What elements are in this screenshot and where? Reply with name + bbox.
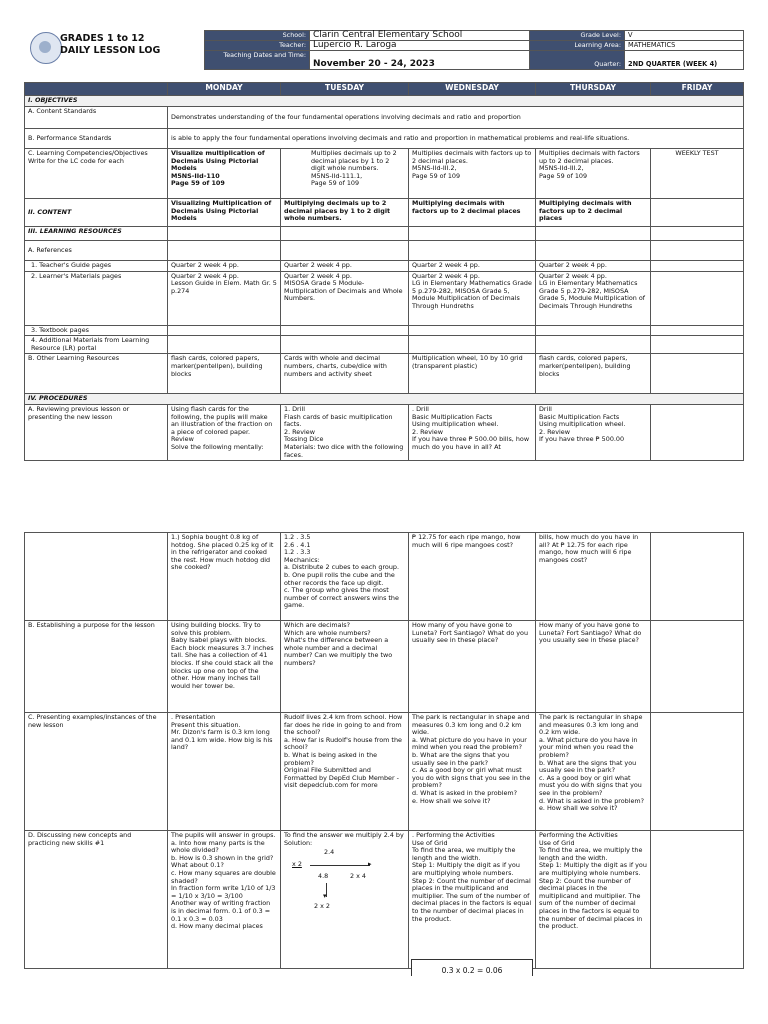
school-value: Clarin Central Elementary School <box>310 31 530 41</box>
lm-tuesday: Quarter 2 week 4 pp. MISOSA Grade 5 Module- Multiplication of Decimals and Whole Numbers. <box>281 271 409 325</box>
purpose-thursday: How many of you have gone to Luneta? Fort Santiago? What do you usually see in these place? <box>536 621 651 713</box>
dates-label: Teaching Dates and Time: <box>205 51 310 70</box>
other-thursday: flash cards, colored papers, marker(pentellpen), building blocks <box>536 354 651 394</box>
content-thursday: Multiplying decimals with factors up to 2 decimal places <box>536 199 651 227</box>
teacher-value: Lupercio R. Laroga <box>310 41 530 51</box>
day-friday: FRIDAY <box>651 83 744 96</box>
lesson-log-table-page1 <box>24 82 744 461</box>
competency-tuesday: Multiplies decimals up to 2 decimal places by 1 to 2 digit whole numbers. M5NS-IId-111.1, Page 59 of 109 <box>281 149 409 199</box>
textbook-label: 3. Textbook pages <box>25 325 168 336</box>
performance-standards-label: B. Performance Standards <box>25 129 168 149</box>
discuss-monday: The pupils will answer in groups. a. Into how many parts is the whole divided? b. How is 0.3 shown in the grid? What about 0.1? c. How many squares are double shaded? In fraction form write 1/10 of 1/3 = 1/10 x 3/10 = 3/100 Another way of writing fraction is in decimal form. 0.1 of 0.3 = 0.1 x 0.3 = 0.03 d. How many decimal places <box>168 831 281 969</box>
title-line1: GRADES 1 to 12 <box>60 33 145 44</box>
grade-value: V <box>625 31 744 41</box>
review-thursday: Drill Basic Multiplication Facts Using multiplication wheel. 2. Review If you have three ₱ 500.00 <box>536 404 651 460</box>
present-tuesday: Rudolf lives 2.4 km from school. How far does he ride in going to and from the school? a. How far is Rudolf's house from the school? b. What is being asked in the problem? Original File Submitted and Formatted by DepEd Club Member - visit depedclub.com for more <box>281 713 409 831</box>
discuss-wednesday-text: . Performing the Activities Use of Grid To find the area, we multiply the length and the width. Step 1: Multiply the digit as if you are multiplying whole numbers. Step 2: Count the number of decimal places in the multiplicand and multiplier. The sum of the number of decimal places in the factors is equal to the number of decimal places in the product. <box>412 831 532 923</box>
discuss-label: D. Discussing new concepts and practicing new skills #1 <box>25 831 168 969</box>
review-tuesday: 1. Drill Flash cards of basic multiplication facts. 2. Review Tossing Dice Materials: two dice with the following faces. <box>281 404 409 460</box>
section-content: II. CONTENT <box>25 199 168 227</box>
other-resources-label: B. Other Learning Resources <box>25 354 168 394</box>
lesson-log-table-page2 <box>24 532 744 975</box>
purpose-monday: Using building blocks. Try to solve this problem. Baby Isabel plays with blocks. Each block measures 3.7 inches tall. She has a collection of 41 blocks. If she could stack all the blocks up one on top of the other. How many inches tall would her tower be. <box>168 621 281 713</box>
lm-thursday: Quarter 2 week 4 pp. LG in Elementary Mathematics Grade 5 p.279-282, MISOSA Grade 5, Module Multiplication of Decimals Through Hundreths <box>536 271 651 325</box>
review-cont-tuesday: 1.2 . 3.5 2.6 . 4.1 1.2 . 3.3 Mechanics: a. Distribute 2 cubes to each group. b. One pupil rolls the cube and the other records the face up digit. c. The group who gives the most number of correct answers wins the game. <box>281 533 409 621</box>
lm-wednesday: Quarter 2 week 4 pp. LG in Elementary Mathematics Grade 5 p.279-282, MISOSA Grade 5, Module Multiplication of Decimals Through Hundreths <box>409 271 536 325</box>
day-thursday: THURSDAY <box>536 83 651 96</box>
present-label: C. Presenting examples/instances of the new lesson <box>25 713 168 831</box>
tg-thursday: Quarter 2 week 4 pp. <box>536 261 651 272</box>
discuss-tuesday-intro: To find the answer we multiply 2.4 by Solution: <box>284 831 404 847</box>
section-procedures: IV. PROCEDURES <box>25 394 744 405</box>
references-label: A. References <box>25 241 168 261</box>
performance-standards: is able to apply the four fundamental operations involving decimals and ratio and proportion in mathematical problems and real-life situations. <box>168 129 744 149</box>
other-wednesday: Multiplication wheel, 10 by 10 grid (transparent plastic) <box>409 354 536 394</box>
diagram-down-arrow-icon: ▾ <box>323 892 327 901</box>
other-tuesday: Cards with whole and decimal numbers, charts, cube/dice with numbers and activity sheet <box>281 354 409 394</box>
lr-portal-label: 4. Additional Materials from Learning Resource (LR) portal <box>25 336 168 354</box>
diagram-product: 4.8 <box>318 872 329 881</box>
multiplication-diagram <box>284 847 405 917</box>
review-cont-wednesday: ₱ 12.75 for each ripe mango, how much will 6 ripe mangoes cost? <box>409 533 536 621</box>
competency-monday: Visualize multiplication of Decimals Using Pictorial Models M5NS-IId-110 Page 59 of 109 <box>168 149 281 199</box>
diagram-step1: 2 x 4 <box>350 872 366 881</box>
lesson-log-header <box>24 30 744 74</box>
deped-seal-icon <box>30 32 62 64</box>
discuss-wednesday <box>409 831 536 975</box>
tg-tuesday: Quarter 2 week 4 pp. <box>281 261 409 272</box>
quarter-label: Quarter: <box>530 51 625 70</box>
other-monday: flash cards, colored papers, marker(pentellpen), building blocks <box>168 354 281 394</box>
diagram-arrow-line <box>310 865 370 866</box>
review-label: A. Reviewing previous lesson or presenting the new lesson <box>25 404 168 460</box>
competencies-label: C. Learning Competencies/Objectives Write for the LC code for each <box>25 149 168 199</box>
review-cont-thursday: bills, how much do you have in all? At ₱ 12.75 for each ripe mango, how much will 6 ripe mangoes cost? <box>536 533 651 621</box>
school-label: School: <box>205 31 310 41</box>
present-thursday: The park is rectangular in shape and measures 0.3 km long and 0.2 km wide. a. What picture do you have in your mind when you read the problem? b. What are the signs that you usually see in the park? c. As a good boy or girl what must you do with signs that you see in the problem? d. What is asked in the problem? e. How shall we solve it? <box>536 713 651 831</box>
competency-wednesday: Multiplies decimals with factors up to 2 decimal places. M5NS-IId-III.2, Page 59 of 109 <box>409 149 536 199</box>
lm-label: 2. Learner's Materials pages <box>25 271 168 325</box>
content-wednesday: Multiplying decimals with factors up to 2 decimal places <box>409 199 536 227</box>
competency-thursday: Multiplies decimals with factors up to 2 decimal places. M5NS-IId-III.2, Page 59 of 109 <box>536 149 651 199</box>
area-value: MATHEMATICS <box>625 41 744 51</box>
day-tuesday: TUESDAY <box>281 83 409 96</box>
teacher-label: Teacher: <box>205 41 310 51</box>
section-resources: III. LEARNING RESOURCES <box>25 227 168 241</box>
grade-label: Grade Level: <box>530 31 625 41</box>
purpose-label: B. Establishing a purpose for the lesson <box>25 621 168 713</box>
discuss-thursday: Performing the Activities Use of Grid To find the area, we multiply the length and the width. Step 1: Multiply the digit as if you are multiplying whole numbers. Step 2: Count the number of decimal places in the multiplicand and multiplier. The sum of the number of decimal places in the factors is equal to the number of decimal places in the product. <box>536 831 651 969</box>
diagram-multiplicand: 2.4 <box>324 848 335 857</box>
tg-monday: Quarter 2 week 4 pp. <box>168 261 281 272</box>
competency-friday: WEEKLY TEST <box>651 149 744 199</box>
day-monday: MONDAY <box>168 83 281 96</box>
dates-value: November 20 - 24, 2023 <box>310 51 530 70</box>
review-wednesday: . Drill Basic Multiplication Facts Using multiplication wheel. 2. Review If you have three ₱ 500.00 bills, how much do you have in all? At <box>409 404 536 460</box>
day-wednesday: WEDNESDAY <box>409 83 536 96</box>
header-info-table <box>204 30 744 70</box>
present-wednesday: The park is rectangular in shape and measures 0.3 km long and 0.2 km wide. a. What picture do you have in your mind when you read the problem? b. What are the signs that you usually see in the park? c. As a good boy or girl what must you do with signs that you see in the problem? d. What is asked in the problem? e. How shall we solve it? <box>409 713 536 831</box>
diagram-arrow-head-icon: ▸ <box>368 860 372 869</box>
content-tuesday: Multiplying decimals up to 2 decimal places by 1 to 2 digit whole numbers. <box>281 199 409 227</box>
review-cont-monday: 1.) Sophia bought 0.8 kg of hotdog. She placed 0.25 kg of it in the refrigerator and cooked the rest. How much hotdog did she cooked? <box>168 533 281 621</box>
diagram-step2: 2 x 2 <box>314 902 330 911</box>
purpose-wednesday: How many of you have gone to Luneta? Fort Santiago? What do you usually see in these place? <box>409 621 536 713</box>
title-line2: DAILY LESSON LOG <box>60 45 161 56</box>
lm-monday: Quarter 2 week 4 pp. Lesson Guide in Elem. Math Gr. 5 p.274 <box>168 271 281 325</box>
content-standards-label: A. Content Standards <box>25 107 168 129</box>
tg-wednesday: Quarter 2 week 4 pp. <box>409 261 536 272</box>
discuss-tuesday <box>281 831 409 969</box>
tg-label: 1. Teacher's Guide pages <box>25 261 168 272</box>
quarter-value: 2ND QUARTER (WEEK 4) <box>625 51 744 70</box>
section-objectives: I. OBJECTIVES <box>25 96 744 107</box>
content-monday: Visualizing Multiplication of Decimals Using Pictorial Models <box>168 199 281 227</box>
present-monday: . Presentation Present this situation. Mr. Dizon's farm is 0.3 km long and 0.1 km wide. How big is his land? <box>168 713 281 831</box>
equation-box: 0.3 x 0.2 = 0.06 <box>411 959 533 976</box>
content-standards: Demonstrates understanding of the four fundamental operations involving decimals and ratio and proportion <box>168 107 744 129</box>
review-monday: Using flash cards for the following, the pupils will make an illustration of the fraction on a piece of colored paper. Review Solve the following mentally: <box>168 404 281 460</box>
purpose-tuesday: Which are decimals? Which are whole numbers? What's the difference between a whole number and a decimal number? Can we multiply the two numbers? <box>281 621 409 713</box>
area-label: Learning Area: <box>530 41 625 51</box>
diagram-multiplier: x 2 <box>292 860 302 869</box>
